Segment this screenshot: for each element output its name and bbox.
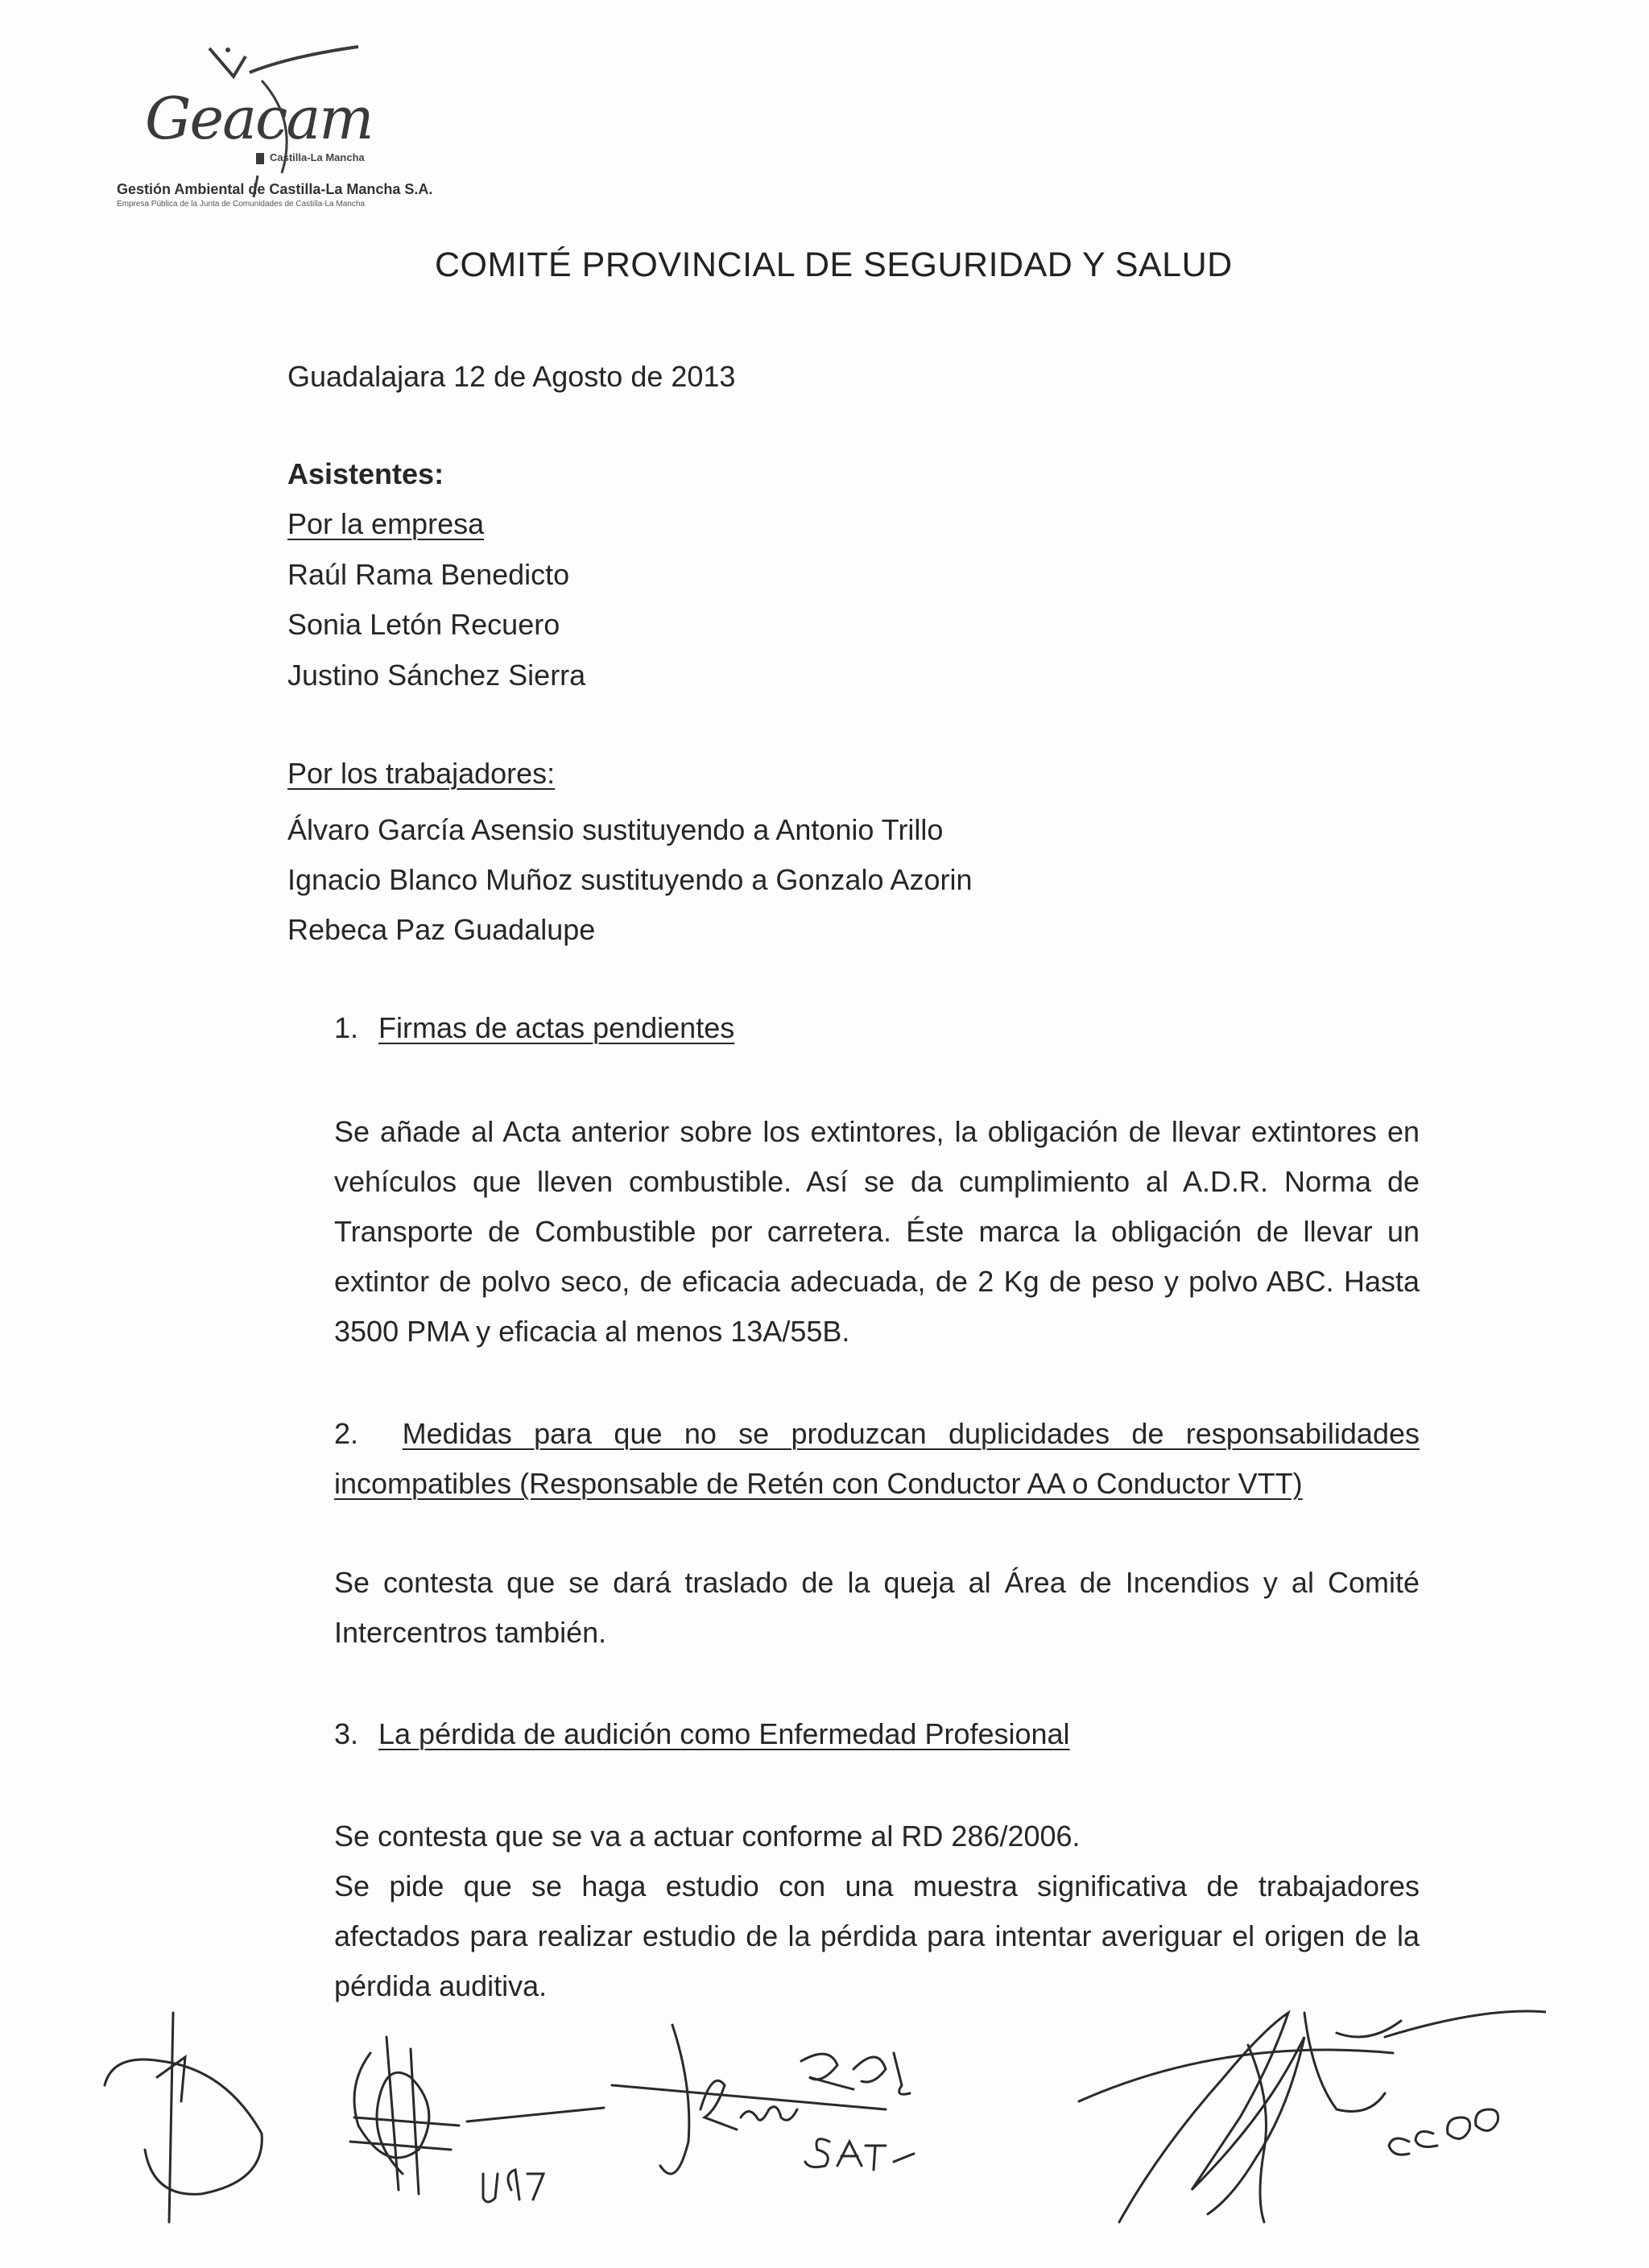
- agenda-item-title: Firmas de actas pendientes: [378, 1011, 735, 1044]
- logo-region: Castilla-La Mancha: [270, 151, 365, 163]
- agenda-item-title: La pérdida de audición como Enfermedad Profesional: [378, 1717, 1070, 1750]
- document-date: Guadalajara 12 de Agosto de 2013: [287, 360, 736, 393]
- document-title: COMITÉ PROVINCIAL DE SEGURIDAD Y SALUD: [435, 246, 1233, 284]
- workers-attendees-label: Por los trabajadores:: [287, 757, 556, 790]
- agenda-item-heading: [334, 1709, 1070, 1759]
- agenda-item-number: 3.: [334, 1717, 359, 1750]
- agenda-item-paragraph: Se contesta que se va a actuar conforme al RD 286/2006.: [334, 1820, 1081, 1853]
- attendee-name: Álvaro García Asensio sustituyendo a Antonio Trillo: [287, 813, 944, 846]
- attendees-label: Asistentes:: [287, 457, 444, 490]
- agenda-item-paragraph: Se añade al Acta anterior sobre los extintores, la obligación de llevar extintores en vehículos que lleven combustible. Así se da cumplimiento al A.D.R. Norma de Transporte de Combustible por carretera. Éste marca la obligación de llevar un extintor de polvo seco, de eficacia adecuada, de 2 Kg de peso y polvo ABC. Hasta 3500 PMA y eficacia al menos 13A/55B.: [334, 1115, 1420, 1348]
- agenda-item-paragraph: Se pide que se haga estudio con una muestra significativa de trabajadores afectados para realizar estudio de la pérdida para intentar averiguar el origen de la pérdida auditiva.: [334, 1869, 1420, 2002]
- agenda-item-heading: [334, 1409, 1420, 1509]
- agenda-item-heading: [334, 1003, 734, 1053]
- attendee-name: Justino Sánchez Sierra: [287, 659, 586, 692]
- logo-subtitle: Empresa Pública de la Junta de Comunidades de Castilla-La Mancha: [117, 200, 365, 209]
- attendee-name: Sonia Letón Recuero: [287, 608, 560, 641]
- attendee-name: Raúl Rama Benedicto: [287, 558, 570, 591]
- attendee-name: Rebeca Paz Guadalupe: [287, 913, 596, 946]
- logo-company-name: Gestión Ambiental de Castilla-La Mancha S.A.: [117, 181, 433, 197]
- agenda-item-number: 1.: [334, 1011, 359, 1044]
- agenda-item-paragraph: Se contesta que se dará traslado de la queja al Área de Incendios y al Comité Intercentros también.: [334, 1566, 1420, 1649]
- agenda-item-number: 2.: [334, 1417, 359, 1450]
- attendee-name: Ignacio Blanco Muñoz sustituyendo a Gonzalo Azorin: [287, 863, 973, 896]
- handwritten-signatures: [81, 1989, 1546, 2230]
- geacam-logo: [113, 32, 467, 217]
- agenda-item-title: Medidas para que no se produzcan duplicidades de responsabilidades incompatibles (Responsable de Retén con Conductor AA o Conductor VTT): [334, 1417, 1420, 1500]
- signatures-area: [81, 1989, 1546, 2230]
- company-attendees-label: Por la empresa: [287, 507, 485, 540]
- logo-wordmark: Geacam: [145, 85, 373, 152]
